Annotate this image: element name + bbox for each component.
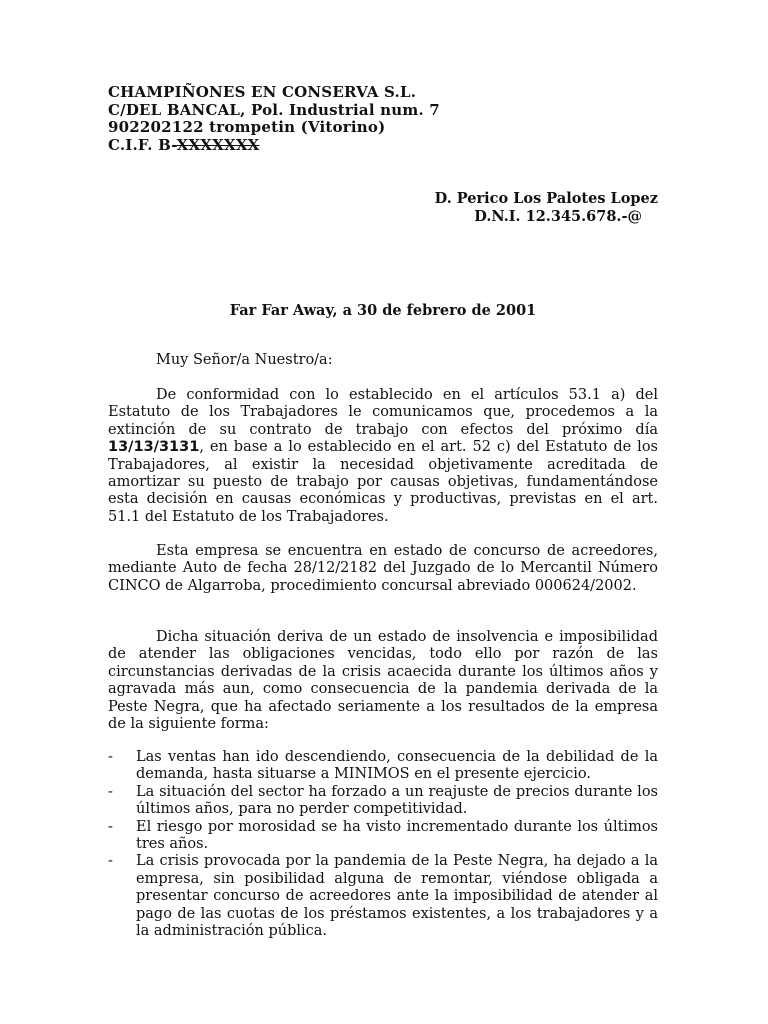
sender-cif-prefix: C.I.F. B- <box>108 135 177 154</box>
sender-cif-redacted: XXXXXXX <box>176 135 260 154</box>
recipient-name: D. Perico Los Palotes Lopez <box>434 190 658 207</box>
bullet-dash: - <box>108 818 113 835</box>
effective-date: 13/13/3131 <box>108 439 200 456</box>
recipient-dni: D.N.I. 12.345.678.-@ <box>474 207 642 225</box>
sender-company: CHAMPIÑONES EN CONSERVA S.L. <box>108 83 417 101</box>
paragraph-situation: Dicha situación deriva de un estado de insolvencia e imposibilidad de atender las obligaciones vencidas, todo ello por razón de las circunstancias derivadas de la crisis acaecida durante los últimos años y agravada más aun, como consecuencia de la pandemia derivada de la Peste Negra, que ha afectado seriamente a los resultados de la empresa de la siguiente forma: <box>108 629 658 733</box>
sender-phone: 902202122 trompetin (Vitorino) <box>108 118 386 136</box>
sender-cif <box>108 137 440 155</box>
paragraph-1-text-b: , en base a lo establecido en el art. 52 c) del Estatuto de los Trabajadores, al existir la necesidad objetivamente acreditada de amortizar su puesto de trabajo por causas objetivas, fundamentándose esta decisión en causas económicas y productivas, previstas en el art. 51.1 del Estatuto de los Trabajadores. <box>108 439 658 525</box>
list-item-text: Las ventas han ido descendiendo, consecuencia de la debilidad de la demanda, hasta situarse a MINIMOS en el presente ejercicio. <box>136 749 658 783</box>
list-item-text: La situación del sector ha forzado a un reajuste de precios durante los últimos años, para no perder competitividad. <box>136 783 658 818</box>
paragraph-insolvency-proceedings: Esta empresa se encuentra en estado de concurso de acreedores, mediante Auto de fecha 28/12/2182 del Juzgado de lo Mercantil Número CINCO de Algarroba, procedimiento concursal abreviado 000624/2002. <box>108 543 658 594</box>
paragraph-dismissal-notice <box>108 387 658 526</box>
paragraph-1-text-a: De conformidad con lo establecido en el artículos 53.1 a) del Estatuto de los Trabajadores le comunicamos que, procedemos a la extinción de su contrato de trabajo con efectos del próximo día <box>108 387 658 438</box>
list-item <box>108 784 658 819</box>
sender-block <box>108 84 440 154</box>
recipient-block <box>380 190 658 225</box>
list-item <box>108 749 658 784</box>
sender-address: C/DEL BANCAL, Pol. Industrial num. 7 <box>108 100 440 119</box>
bullet-dash: - <box>108 783 113 800</box>
place-date: Far Far Away, a 30 de febrero de 2001 <box>229 302 537 319</box>
list-item-text: La crisis provocada por la pandemia de la Peste Negra, ha dejado a la empresa, sin posibilidad alguna de remontar, viéndose obligada a presentar concurso de acreedores ante la imposibilidad de atender al pago de las cuotas de los préstamos existentes, a los trabajadores y a la administración pública. <box>136 853 658 940</box>
bullet-dash: - <box>108 749 113 765</box>
list-item <box>108 819 658 854</box>
causes-list <box>108 749 658 940</box>
list-item-text: El riesgo por morosidad se ha visto incrementado durante los últimos tres años. <box>136 818 658 853</box>
salutation: Muy Señor/a Nuestro/a: <box>156 352 333 368</box>
bullet-dash: - <box>108 853 113 870</box>
list-item <box>108 853 658 940</box>
